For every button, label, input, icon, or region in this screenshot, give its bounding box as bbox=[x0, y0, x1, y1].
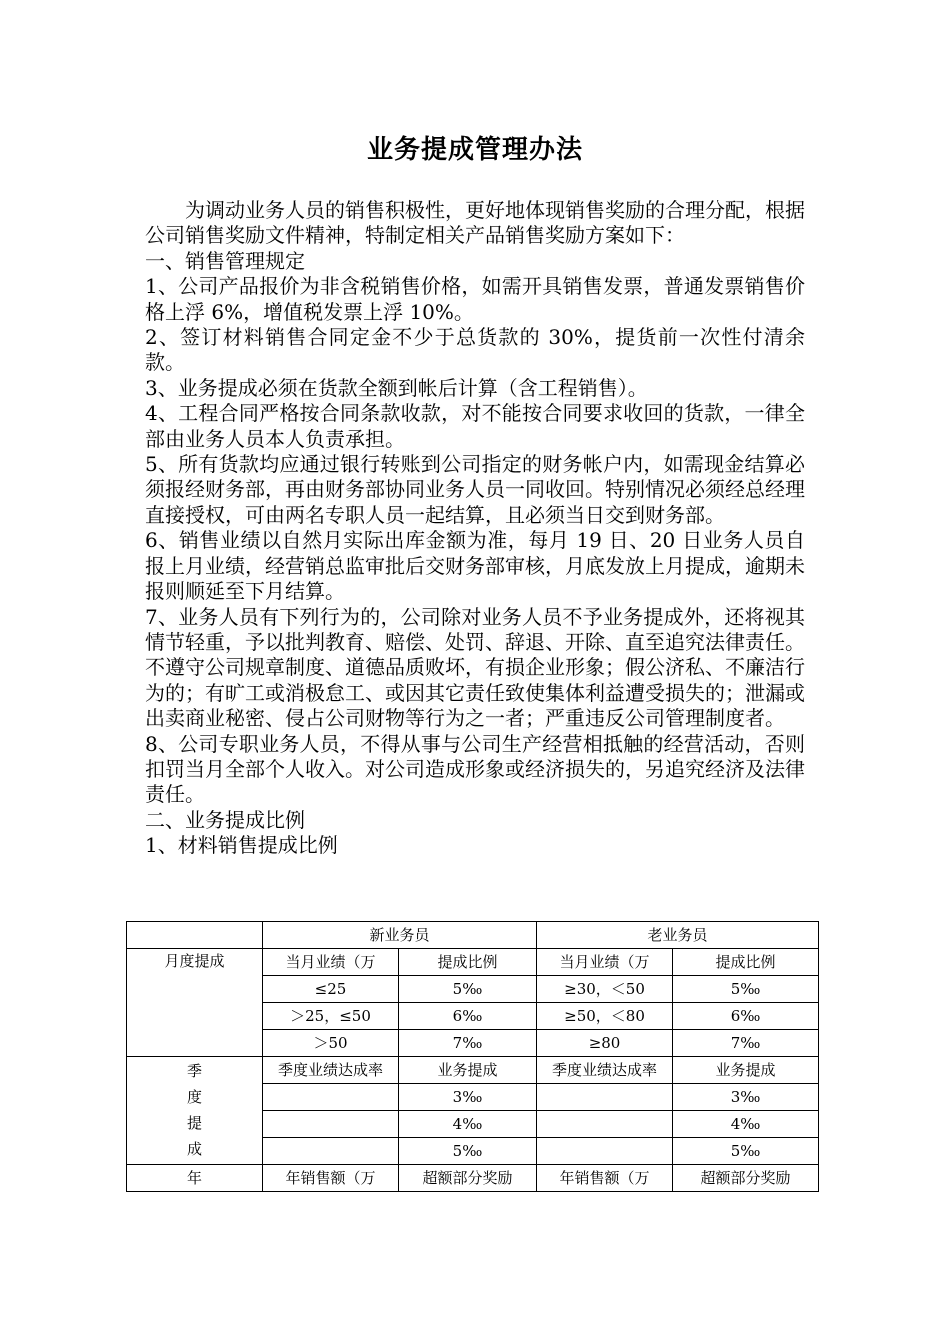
table-cell bbox=[263, 1084, 399, 1111]
table-row bbox=[127, 922, 819, 949]
table-cell: 7‰ bbox=[399, 1030, 537, 1057]
table-cell: ＞50 bbox=[263, 1030, 399, 1057]
table-header-cell: 年销售额（万 bbox=[263, 1165, 399, 1192]
table-cell: 5‰ bbox=[399, 1138, 537, 1165]
table-row bbox=[127, 949, 819, 976]
table-header-cell: 超额部分奖励 bbox=[673, 1165, 819, 1192]
yearly-label: 年 bbox=[127, 1165, 263, 1192]
table-cell: 3‰ bbox=[399, 1084, 537, 1111]
group-header-new: 新业务员 bbox=[263, 922, 537, 949]
table-header-cell: 当月业绩（万 bbox=[537, 949, 673, 976]
document-title: 业务提成管理办法 bbox=[366, 135, 583, 165]
table-cell: ≤25 bbox=[263, 976, 399, 1003]
table-header-cell: 年销售额（万 bbox=[537, 1165, 673, 1192]
table-cell bbox=[537, 1111, 673, 1138]
table-cell bbox=[537, 1084, 673, 1111]
rule-5: 5、所有货款均应通过银行转账到公司指定的财务帐户内，如需现金结算必须报经财务部，再由财务部协同业务人员一同收回。特别情况必须经总经理直接授权，可由两名专职人员一起结算，且必须当日交到财务部。 bbox=[145, 452, 805, 527]
quarterly-label-char: 提 bbox=[186, 1114, 202, 1132]
table-cell: ＞25，≤50 bbox=[263, 1003, 399, 1030]
table-header-cell: 业务提成 bbox=[673, 1057, 819, 1084]
table-header-cell: 当月业绩（万 bbox=[263, 949, 399, 976]
table-cell: ≥30，＜50 bbox=[537, 976, 673, 1003]
table-cell: 5‰ bbox=[673, 976, 819, 1003]
table-cell: 5‰ bbox=[673, 1138, 819, 1165]
quarterly-label-char: 成 bbox=[186, 1140, 202, 1158]
monthly-label: 月度提成 bbox=[127, 949, 263, 1057]
rule-1: 1、公司产品报价为非含税销售价格，如需开具销售发票，普通发票销售价格上浮 6%，增值税发票上浮 10%。 bbox=[145, 274, 805, 324]
table-cell bbox=[263, 1111, 399, 1138]
subsection-heading-material-sales: 1、材料销售提成比例 bbox=[145, 833, 338, 858]
table-header-cell: 季度业绩达成率 bbox=[537, 1057, 673, 1084]
rule-2: 2、签订材料销售合同定金不少于总货款的 30%，提货前一次性付清余款。 bbox=[145, 325, 805, 375]
document-body bbox=[145, 198, 805, 859]
table-cell: 3‰ bbox=[673, 1084, 819, 1111]
table-header-cell: 季度业绩达成率 bbox=[263, 1057, 399, 1084]
table-header-cell: 提成比例 bbox=[399, 949, 537, 976]
quarterly-label bbox=[127, 1057, 263, 1165]
table-header-cell: 业务提成 bbox=[399, 1057, 537, 1084]
table-cell: ≥80 bbox=[537, 1030, 673, 1057]
table-header-cell: 超额部分奖励 bbox=[399, 1165, 537, 1192]
commission-table bbox=[126, 921, 819, 1192]
table-cell bbox=[263, 1138, 399, 1165]
group-header-old: 老业务员 bbox=[537, 922, 819, 949]
rule-7: 7、业务人员有下列行为的，公司除对业务人员不予业务提成外，还将视其情节轻重，予以批判教育、赔偿、处罚、辞退、开除、直至追究法律责任。不遵守公司规章制度、道德品质败坏，有损企业形象；假公济私、不廉洁行为的；有旷工或消极怠工、或因其它责任致使集体利益遭受损失的；泄漏或出卖商业秘密、侵占公司财物等行为之一者；严重违反公司管理制度者。 bbox=[145, 604, 805, 731]
table-cell: 5‰ bbox=[399, 976, 537, 1003]
table-cell: 6‰ bbox=[673, 1003, 819, 1030]
rule-4: 4、工程合同严格按合同条款收款，对不能按合同要求收回的货款，一律全部由业务人员本人负责承担。 bbox=[145, 401, 805, 451]
table-corner-cell bbox=[127, 922, 263, 949]
table-cell: 7‰ bbox=[673, 1030, 819, 1057]
quarterly-label-char: 季 bbox=[186, 1062, 202, 1080]
table-row bbox=[127, 1165, 819, 1192]
table-cell: 6‰ bbox=[399, 1003, 537, 1030]
rule-6: 6、销售业绩以自然月实际出库金额为准，每月 19 日、20 日业务人员自报上月业绩，经营销总监审批后交财务部审核，月底发放上月提成，逾期未报则顺延至下月结算。 bbox=[145, 528, 805, 604]
section-heading-commission-ratio: 二、业务提成比例 bbox=[145, 807, 305, 832]
rule-8: 8、公司专职业务人员，不得从事与公司生产经营相抵触的经营活动，否则扣罚当月全部个人收入。对公司造成形象或经济损失的，另追究经济及法律责任。 bbox=[145, 731, 805, 807]
intro-paragraph: 为调动业务人员的销售积极性，更好地体现销售奖励的合理分配，根据公司销售奖励文件精神，特制定相关产品销售奖励方案如下： bbox=[145, 198, 805, 248]
table-row bbox=[127, 1057, 819, 1084]
table-cell: 4‰ bbox=[399, 1111, 537, 1138]
table-header-cell: 提成比例 bbox=[673, 949, 819, 976]
rule-3: 3、业务提成必须在货款全额到帐后计算（含工程销售）。 bbox=[145, 375, 648, 400]
table-cell bbox=[537, 1138, 673, 1165]
table-cell: 4‰ bbox=[673, 1111, 819, 1138]
quarterly-label-char: 度 bbox=[186, 1088, 202, 1106]
section-heading-sales-rules: 一、销售管理规定 bbox=[145, 248, 305, 273]
table-cell: ≥50，＜80 bbox=[537, 1003, 673, 1030]
